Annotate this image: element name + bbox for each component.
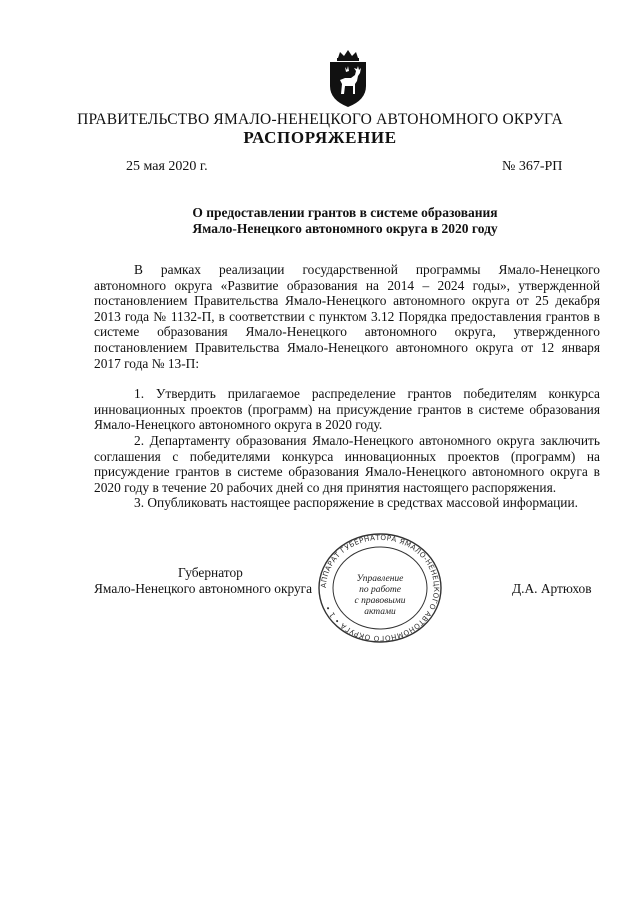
signatory-position-line-1: Губернатор xyxy=(178,565,243,580)
document-date: 25 мая 2020 г. xyxy=(126,159,208,174)
coat-of-arms-icon xyxy=(325,50,371,108)
clause-2: 2. Департаменту образования Ямало-Ненецкого автономного округа заключить соглашения с победителями конкурса инновационных проектов (программ) на присуждение грантов в системе образования Ямало-Ненецкого автономного округа в 2020 году в течение 20 рабочих дней со дня принятия настоящего распоряжения. xyxy=(94,432,600,495)
signatory-position-line-2: Ямало-Ненецкого автономного округа xyxy=(94,581,313,596)
government-name: ПРАВИТЕЛЬСТВО ЯМАЛО-НЕНЕЦКОГО АВТОНОМНОГО ОКРУГА xyxy=(77,111,563,128)
document-number: № 367-РП xyxy=(502,159,563,174)
title-line-1: О предоставлении грантов в системе образования xyxy=(192,205,498,220)
preamble-paragraph: В рамках реализации государственной программы Ямало-Ненецкого автономного округа «Развитие образования на 2014 – 2024 годы», утвержденной постановлением Правительства Ямало-Ненецкого автономного округа от 25 декабря 2013 года № 1132-П, в соответствии с пунктом 3.12 Порядка предоставления грантов в системе образования Ямало-Ненецкого автономного округа, утвержденного постановлением Правительства Ямало-Ненецкого автономного округа от 12 января 2017 года № 13-П: xyxy=(94,262,600,371)
stamp-inner-text xyxy=(340,574,420,618)
document-title xyxy=(90,205,600,237)
title-line-2: Ямало-Ненецкого автономного округа в 2020 году xyxy=(192,221,498,236)
stamp-ring-text: АППАРАТ ГУБЕРНАТОРА ЯМАЛО-НЕНЕЦКОГО АВТОНОМНОГО ОКРУГА • 1 • xyxy=(318,533,442,643)
clause-1: 1. Утвердить прилагаемое распределение грантов победителям конкурса инновационных проектов (программ) на присуждение грантов в системе образования Ямало-Ненецкого автономного округа в 2020 году. xyxy=(94,386,600,433)
clause-3: 3. Опубликовать настоящее распоряжение в средствах массовой информации. xyxy=(134,495,578,511)
stamp-line-3: с правовыми xyxy=(354,596,406,606)
stamp-line-2: по работе xyxy=(359,585,401,595)
signatory-name: Д.А. Артюхов xyxy=(512,581,592,596)
stamp-line-4: актами xyxy=(364,607,396,617)
stamp-line-1: Управление xyxy=(356,574,404,584)
document-body xyxy=(94,262,600,511)
document-type: РАСПОРЯЖЕНИЕ xyxy=(243,128,397,147)
